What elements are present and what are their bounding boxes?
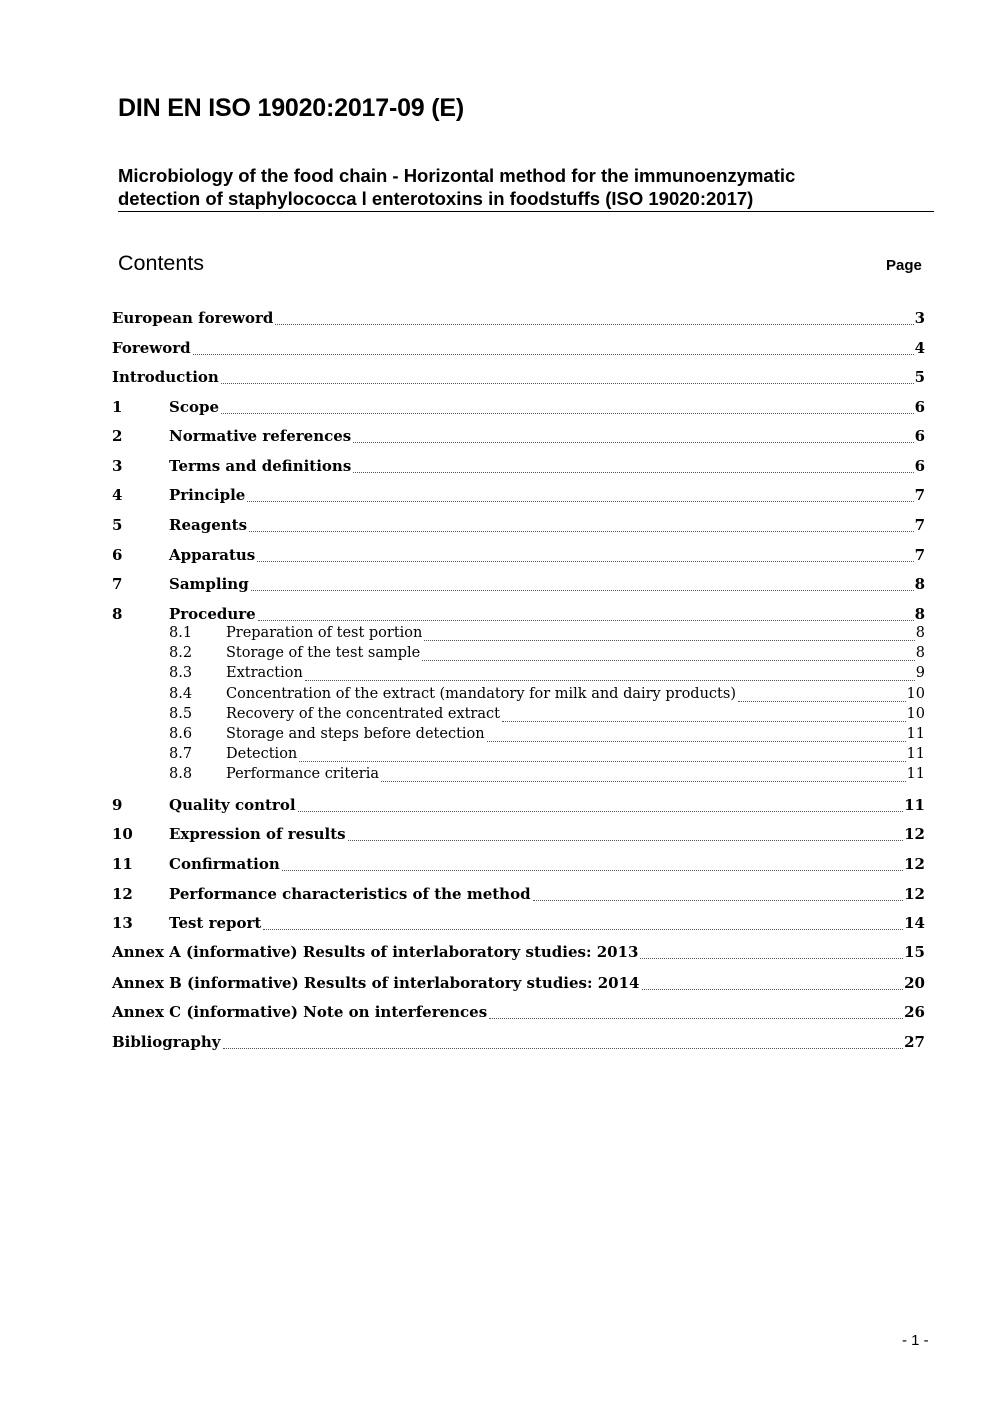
toc-entry-label: Reagents: [169, 516, 248, 534]
toc-entry-label: Annex B (informative) Results of interlaboratory studies: 2014: [112, 974, 640, 992]
toc-entry[interactable]: [112, 427, 925, 449]
toc-entry-label: Procedure: [169, 605, 256, 623]
toc-dot-leader: [249, 530, 914, 532]
toc-entry-number: 8.7: [169, 746, 193, 762]
toc-dot-leader: [353, 441, 913, 443]
toc-entry[interactable]: [112, 855, 925, 877]
toc-entry-page: 7: [914, 516, 925, 534]
toc-entry-label: Introduction: [112, 368, 219, 386]
toc-entry-number: 3: [112, 457, 123, 475]
toc-entry-page: 10: [906, 706, 925, 722]
toc-entry[interactable]: [112, 706, 925, 728]
toc-dot-leader: [193, 353, 914, 355]
toc-entry-label: Storage and steps before detection: [226, 726, 485, 742]
document-subtitle: [118, 164, 934, 212]
toc-entry-page: 20: [904, 974, 925, 992]
toc-entry-number: 10: [112, 825, 133, 843]
toc-entry-label: Scope: [169, 398, 220, 416]
toc-entry-label: Concentration of the extract (mandatory for milk and dairy products): [226, 686, 736, 702]
toc-entry-number: 2: [112, 427, 123, 445]
toc-dot-leader: [298, 810, 904, 812]
toc-entry-page: 8: [915, 625, 925, 641]
toc-entry-number: 12: [112, 885, 133, 903]
toc-entry-number: 8: [112, 605, 123, 623]
toc-entry[interactable]: [112, 766, 925, 788]
toc-entry-label: Recovery of the concentrated extract: [226, 706, 500, 722]
toc-entry-number: 8.6: [169, 726, 193, 742]
toc-entry[interactable]: [112, 457, 925, 479]
toc-entry-number: 1: [112, 398, 123, 416]
toc-entry[interactable]: [112, 665, 925, 687]
toc-entry[interactable]: [112, 746, 925, 768]
toc-entry-label: Extraction: [226, 665, 303, 681]
toc-entry-label: Bibliography: [112, 1033, 221, 1051]
toc-dot-leader: [640, 957, 903, 959]
toc-entry-number: 8.4: [169, 686, 193, 702]
toc-dot-leader: [533, 899, 904, 901]
toc-entry-number: 4: [112, 486, 123, 504]
toc-entry-page: 5: [914, 368, 925, 386]
toc-dot-leader: [251, 589, 914, 591]
toc-entry-number: 8.3: [169, 665, 193, 681]
toc-dot-leader: [381, 780, 906, 782]
toc-dot-leader: [282, 869, 903, 871]
toc-dot-leader: [221, 382, 914, 384]
toc-dot-leader: [489, 1017, 903, 1019]
toc-dot-leader: [305, 679, 915, 681]
toc-entry[interactable]: [112, 825, 925, 847]
toc-entry[interactable]: [112, 339, 925, 361]
toc-entry-page: 4: [914, 339, 925, 357]
toc-entry-page: 9: [915, 665, 925, 681]
toc-entry-number: 8.1: [169, 625, 193, 641]
toc-entry-page: 7: [914, 546, 925, 564]
footer-page-number: - 1 -: [902, 1332, 929, 1349]
toc-dot-leader: [299, 760, 905, 762]
toc-dot-leader: [257, 560, 913, 562]
toc-entry-page: 12: [904, 885, 925, 903]
toc-entry-label: Terms and definitions: [169, 457, 352, 475]
toc-entry-label: Quality control: [169, 796, 296, 814]
toc-entry-page: 8: [915, 645, 925, 661]
document-title: DIN EN ISO 19020:2017-09 (E): [118, 94, 464, 122]
toc-entry[interactable]: [112, 1033, 925, 1055]
toc-entry-page: 12: [904, 825, 925, 843]
toc-entry[interactable]: [112, 309, 925, 331]
toc-entry[interactable]: [112, 726, 925, 748]
toc-entry[interactable]: [112, 796, 925, 818]
toc-entry[interactable]: [112, 575, 925, 597]
page-column-heading: Page: [886, 257, 922, 274]
toc-entry[interactable]: [112, 398, 925, 420]
toc-entry-page: 14: [904, 914, 925, 932]
toc-entry-number: 5: [112, 516, 123, 534]
toc-dot-leader: [642, 988, 904, 990]
toc-entry-page: 6: [914, 427, 925, 445]
toc-entry[interactable]: [112, 1003, 925, 1025]
toc-entry-label: Performance criteria: [226, 766, 380, 782]
toc-entry-label: Detection: [226, 746, 298, 762]
toc-entry-label: Apparatus: [169, 546, 256, 564]
toc-entry[interactable]: [112, 885, 925, 907]
toc-entry[interactable]: [112, 546, 925, 568]
toc-entry[interactable]: [112, 686, 925, 708]
toc-entry-page: 15: [904, 943, 925, 961]
toc-entry-page: 11: [904, 796, 925, 814]
toc-entry-page: 8: [914, 605, 925, 623]
toc-entry-number: 7: [112, 575, 123, 593]
toc-dot-leader: [247, 500, 913, 502]
toc-entry-page: 11: [906, 746, 925, 762]
toc-entry-label: Normative references: [169, 427, 352, 445]
toc-entry[interactable]: [112, 645, 925, 667]
toc-entry[interactable]: [112, 625, 925, 647]
toc-entry[interactable]: [112, 605, 925, 627]
toc-dot-leader: [738, 700, 906, 702]
subtitle-line-1: Microbiology of the food chain - Horizontal method for the immunoenzymatic: [118, 165, 796, 186]
toc-entry-page: 12: [904, 855, 925, 873]
toc-entry[interactable]: [112, 914, 925, 936]
toc-dot-leader: [223, 1047, 904, 1049]
toc-entry-page: 3: [914, 309, 925, 327]
toc-dot-leader: [258, 619, 914, 621]
toc-entry-page: 6: [914, 398, 925, 416]
toc-entry-number: 11: [112, 855, 133, 873]
toc-entry[interactable]: [112, 368, 925, 390]
toc-entry-label: Annex A (informative) Results of interlaboratory studies: 2013: [112, 943, 639, 961]
toc-entry[interactable]: [112, 974, 925, 996]
toc-dot-leader: [275, 323, 913, 325]
contents-heading: Contents: [118, 251, 205, 275]
toc-entry-page: 7: [914, 486, 925, 504]
toc-entry-number: 8.5: [169, 706, 193, 722]
toc-entry-page: 11: [906, 766, 925, 782]
toc-dot-leader: [502, 720, 906, 722]
toc-entry[interactable]: [112, 486, 925, 508]
toc-entry[interactable]: [112, 943, 925, 965]
toc-dot-leader: [263, 928, 903, 930]
toc-dot-leader: [422, 659, 915, 661]
toc-dot-leader: [353, 471, 913, 473]
toc-entry-label: Storage of the test sample: [226, 645, 421, 661]
toc-entry-page: 26: [904, 1003, 925, 1021]
toc-entry-label: European foreword: [112, 309, 274, 327]
toc-entry-label: Foreword: [112, 339, 191, 357]
toc-entry-label: Expression of results: [169, 825, 346, 843]
toc-entry-label: Confirmation: [169, 855, 280, 873]
toc-entry-number: 13: [112, 914, 133, 932]
toc-dot-leader: [487, 740, 906, 742]
toc-entry-number: 8.2: [169, 645, 193, 661]
toc-entry-number: 6: [112, 546, 123, 564]
toc-entry-label: Performance characteristics of the method: [169, 885, 531, 903]
toc-entry-page: 10: [906, 686, 925, 702]
toc-entry-label: Principle: [169, 486, 246, 504]
toc-dot-leader: [221, 412, 914, 414]
toc-entry-label: Annex C (informative) Note on interferences: [112, 1003, 488, 1021]
toc-entry[interactable]: [112, 516, 925, 538]
toc-dot-leader: [348, 839, 904, 841]
toc-entry-number: 9: [112, 796, 123, 814]
toc-dot-leader: [424, 639, 914, 641]
toc-entry-page: 11: [906, 726, 925, 742]
toc-entry-label: Test report: [169, 914, 262, 932]
toc-entry-page: 6: [914, 457, 925, 475]
toc-entry-number: 8.8: [169, 766, 193, 782]
toc-entry-page: 27: [904, 1033, 925, 1051]
toc-entry-label: Preparation of test portion: [226, 625, 423, 641]
subtitle-line-2: detection of staphylococca l enterotoxins in foodstuffs (ISO 19020:2017): [118, 188, 754, 209]
toc-entry-label: Sampling: [169, 575, 249, 593]
toc-entry-page: 8: [914, 575, 925, 593]
